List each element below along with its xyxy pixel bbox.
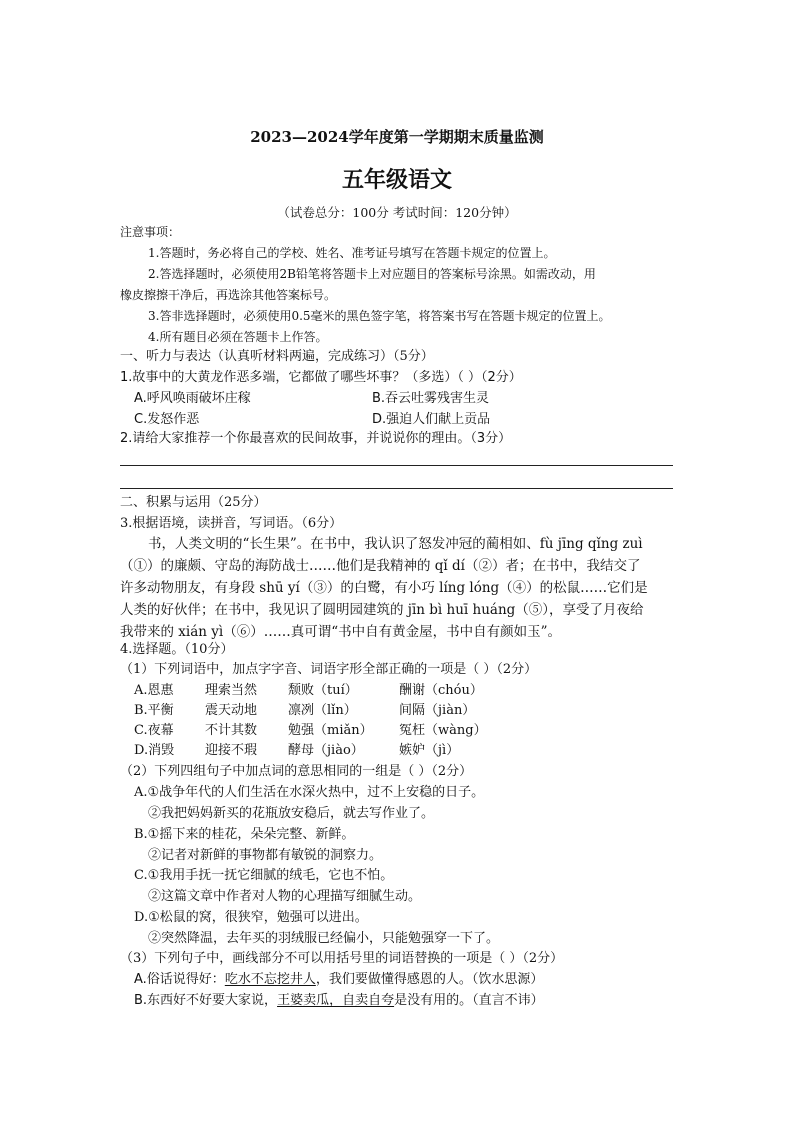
sub-question-1: （1）下列词语中，加点字字音、词语字形全部正确的一项是（ ）（2分） [120,662,538,677]
q1-option-a: A.呼风唤雨破坏庄稼 [134,391,251,406]
word-row-c-col2: 不计其数 [205,723,258,738]
word-row-a-col2: 理索当然 [205,683,258,698]
section1-heading: 一、听力与表达（认真听材料两遍，完成练习）（5分） [120,349,434,364]
word-row-a-col3: 颓败（tuí） [288,683,358,698]
option-e-2-underlined: 王婆卖瓜，自卖自夸 [277,993,395,1008]
section2-heading: 二、积累与运用（25分） [120,495,267,510]
question-3: 3.根据语境，读拼音，写词语。（6分） [120,516,343,531]
word-row-b-col2: 震天动地 [205,703,258,718]
option-e-1-suffix: ，我们要做懂得感恩的人。（饮水思源） [315,972,544,987]
word-row-c-col1: C.夜幕 [134,723,174,738]
word-row-a-col4: 酬谢（chóu） [399,683,483,698]
question-4: 4.选择题。（10分） [120,642,234,657]
passage-line-1: 书，人类文明的“长生果”。在书中，我认识了怒发冲冠的蔺相如、fù jīng qǐng zuì [148,536,643,552]
q1-option-c: C.发怒作恶 [134,412,200,427]
option-a-1: A.①战争年代的人们生活在水深火热中，过不上安稳的日子。 [134,785,485,800]
notes-heading: 注意事项： [120,225,181,239]
option-e-2-prefix: B.东西好不好要大家说， [134,993,278,1008]
note-2b: 橡皮擦擦干净后，再选涂其他答案标号。 [120,288,337,302]
exam-title: 2023—2024学年度第一学期期末质量监测 [250,128,544,146]
option-c-1: C.①我用手抚一抚它细腻的绒毛，它也不怕。 [134,868,394,883]
subject-title: 五年级语文 [341,167,452,193]
exam-info: （试卷总分：100分 考试时间：120分钟） [277,205,517,220]
word-row-d-col1: D.消毁 [134,743,175,758]
word-row-b-col3: 凛冽（lǐn） [288,703,357,718]
option-e-1-prefix: A.俗话说得好： [134,972,225,987]
sub-question-3: （3）下列句子中，画线部分不可以用括号里的词语替换的一项是（ ）（2分） [120,951,564,966]
question-2: 2.请给大家推荐一个你最喜欢的民间故事，并说说你的理由。（3分） [120,431,512,446]
answer-line-2 [120,488,673,489]
option-d-2: ②突然降温，去年买的羽绒服已经偏小，只能勉强穿一下了。 [148,931,500,946]
option-b-1: B.①摇下来的桂花，朵朵完整、新鲜。 [134,827,355,842]
option-e-1-underlined: 吃水不忘挖井人 [224,972,316,987]
word-row-a-col1: A.恩惠 [134,683,174,698]
q1-option-d: D.强迫人们献上贡品 [372,412,491,427]
option-a-2: ②我把妈妈新买的花瓶放安稳后，就去写作业了。 [148,806,435,821]
word-row-b-col1: B.平衡 [134,703,174,718]
option-e-2 [134,991,544,1011]
word-row-d-col2: 迎接不瑕 [205,743,258,758]
option-e-2-suffix: 是没有用的。（直言不讳） [394,993,544,1008]
note-1: 1.答题时，务必将自己的学校、姓名、准考证号填写在答题卡规定的位置上。 [148,246,556,260]
word-row-d-col3: 酵母（jiào） [288,743,364,758]
note-3: 3.答非选择题时，必须使用0.5毫米的黑色签字笔，将答案书写在答题卡规定的位置上。 [148,309,611,323]
word-row-c-col3: 勉强（miǎn） [288,723,373,738]
note-4: 4.所有题目必须在答题卡上作答。 [148,330,328,344]
sub-question-2: （2）下列四组句子中加点词的意思相同的一组是（ ）（2分） [120,764,473,779]
option-c-2: ②这篇文章中作者对人物的心理描写细腻生动。 [148,889,422,904]
word-row-c-col4: 冤枉（wàng） [399,723,487,738]
q1-option-b: B.吞云吐雾残害生灵 [372,391,490,406]
word-row-d-col4: 嫉妒（jì） [399,743,460,758]
passage-line-4: 人类的好伙伴；在书中，我见识了圆明园建筑的 jīn bì huī huáng（⑤），享受了月夜给 [120,602,644,618]
passage-line-3: 许多动物朋友，有身段 shū yí（③）的白鹭，有小巧 líng lóng（④）的松鼠……它们是 [120,580,648,596]
question-1: 1.故事中的大黄龙作恶多端，它都做了哪些坏事？（多选）（ ）（2分） [120,370,522,385]
answer-line-1 [120,465,673,466]
passage-line-2: （①）的廉颇、守岛的海防战士……他们是我精神的 qǐ dí（②）者；在书中，我结交了 [120,558,641,574]
option-e-1 [134,970,543,990]
option-b-2: ②记者对新鲜的事物都有敏锐的洞察力。 [148,848,383,863]
note-2a: 2.答选择题时，必须使用2B铅笔将答题卡上对应题目的答案标号涂黑。如需改动，用 [148,267,596,281]
word-row-b-col4: 间隔（jiàn） [399,703,476,718]
passage-line-5: 我带来的 xián yì（⑥）……真可谓“书中自有黄金屋，书中自有颜如玉”。 [120,624,562,640]
option-d-1: D.①松鼠的窝，很狭窄，勉强可以进出。 [134,910,368,925]
